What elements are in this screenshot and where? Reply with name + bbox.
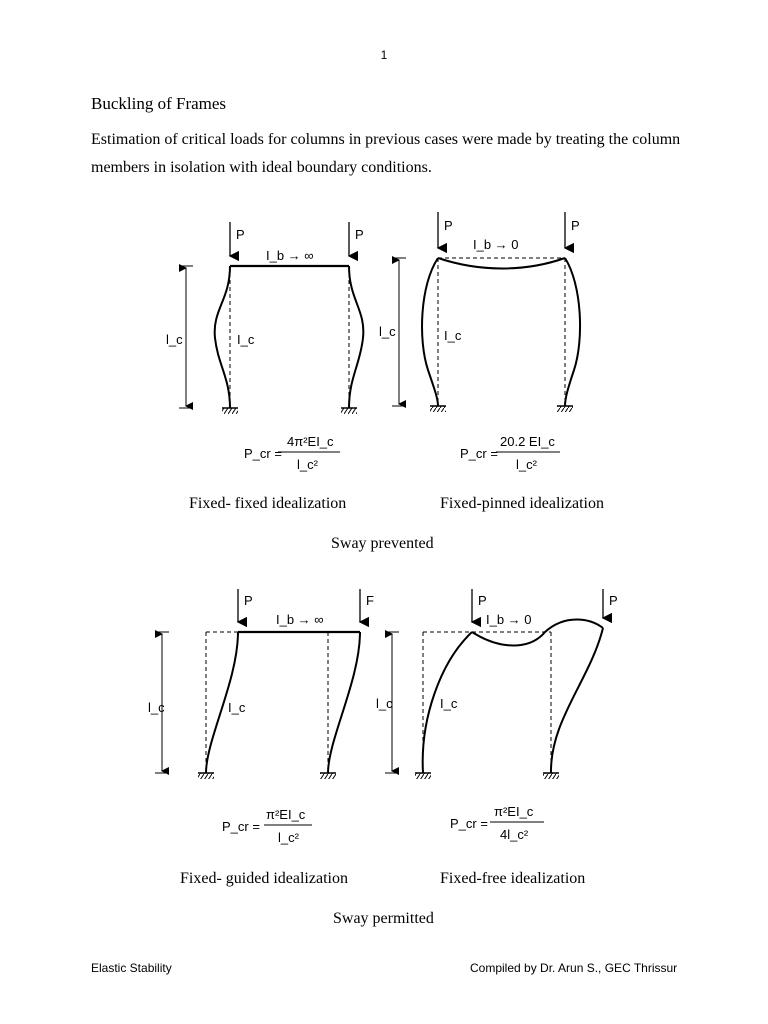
fixed-support-icon [198,773,214,779]
beam-deformed [438,258,565,269]
group-caption-sway-prevented: Sway prevented [331,535,434,552]
load-label: F [366,593,374,608]
formula-lhs: P_cr = [222,819,260,834]
fixed-support-icon [415,773,431,779]
buckled-column-right [349,266,363,408]
column-stiffness-label: I_c [228,700,246,715]
buckled-column-left [422,258,438,406]
load-label: P [609,593,618,608]
fixed-support-icon [557,406,573,412]
group-caption-sway-permitted: Sway permitted [333,910,434,927]
formula-lhs: P_cr = [244,446,282,461]
formula-denominator: 4l_c² [500,827,529,842]
beam-stiffness-label: I_b → 0 [473,237,519,252]
column-stiffness-label: I_c [237,332,255,347]
swayed-column-right [551,628,603,773]
fixed-support-icon [543,773,559,779]
formula-denominator: l_c² [297,457,318,472]
load-label: P [444,218,453,233]
formula-numerator: π²EI_c [266,807,306,822]
fixed-support-icon [320,773,336,779]
fixed-support-icon [341,408,357,414]
formula-lhs: P_cr = [450,816,488,831]
load-label: P [478,593,487,608]
column-stiffness-label: I_c [444,328,462,343]
column-length-label: l_c [148,700,165,715]
load-label: P [244,593,253,608]
formula-numerator: 20.2 EI_c [500,434,555,449]
formula-denominator: l_c² [516,457,537,472]
buckled-column-right [565,258,580,406]
figure-fixed-guided [155,589,360,779]
caption-fixed-fixed: Fixed- fixed idealization [189,495,347,512]
column-length-label: l_c [376,696,393,711]
column-length-label: l_c [166,332,183,347]
beam-stiffness-label: I_b → ∞ [276,612,324,627]
section-heading: Buckling of Frames [91,94,227,113]
formula-numerator: π²EI_c [494,804,534,819]
caption-fixed-free: Fixed-free idealization [440,870,586,887]
footer-right: Compiled by Dr. Arun S., GEC Thrissur [470,961,678,975]
beam-stiffness-label: I_b → ∞ [266,248,314,263]
load-label: P [571,218,580,233]
formula-numerator: 4π²EI_c [287,434,334,449]
fixed-support-icon [222,408,238,414]
beam-stiffness-label: I_b → 0 [486,612,532,627]
page-number: 1 [380,48,388,62]
column-length-label: l_c [379,324,396,339]
load-label: P [355,227,364,242]
formula-lhs: P_cr = [460,446,498,461]
column-stiffness-label: I_c [440,696,458,711]
caption-fixed-pinned: Fixed-pinned idealization [440,495,604,512]
swayed-column-right [328,632,360,773]
formula-denominator: l_c² [278,830,299,845]
caption-fixed-guided: Fixed- guided idealization [180,870,348,887]
footer-left: Elastic Stability [91,961,172,975]
load-label: P [236,227,245,242]
fixed-support-icon [430,406,446,412]
buckled-column-left [215,266,230,408]
intro-paragraph: Estimation of critical loads for columns in previous cases were made by treating the column members in isolation with ideal boundary conditions. [91,131,681,176]
